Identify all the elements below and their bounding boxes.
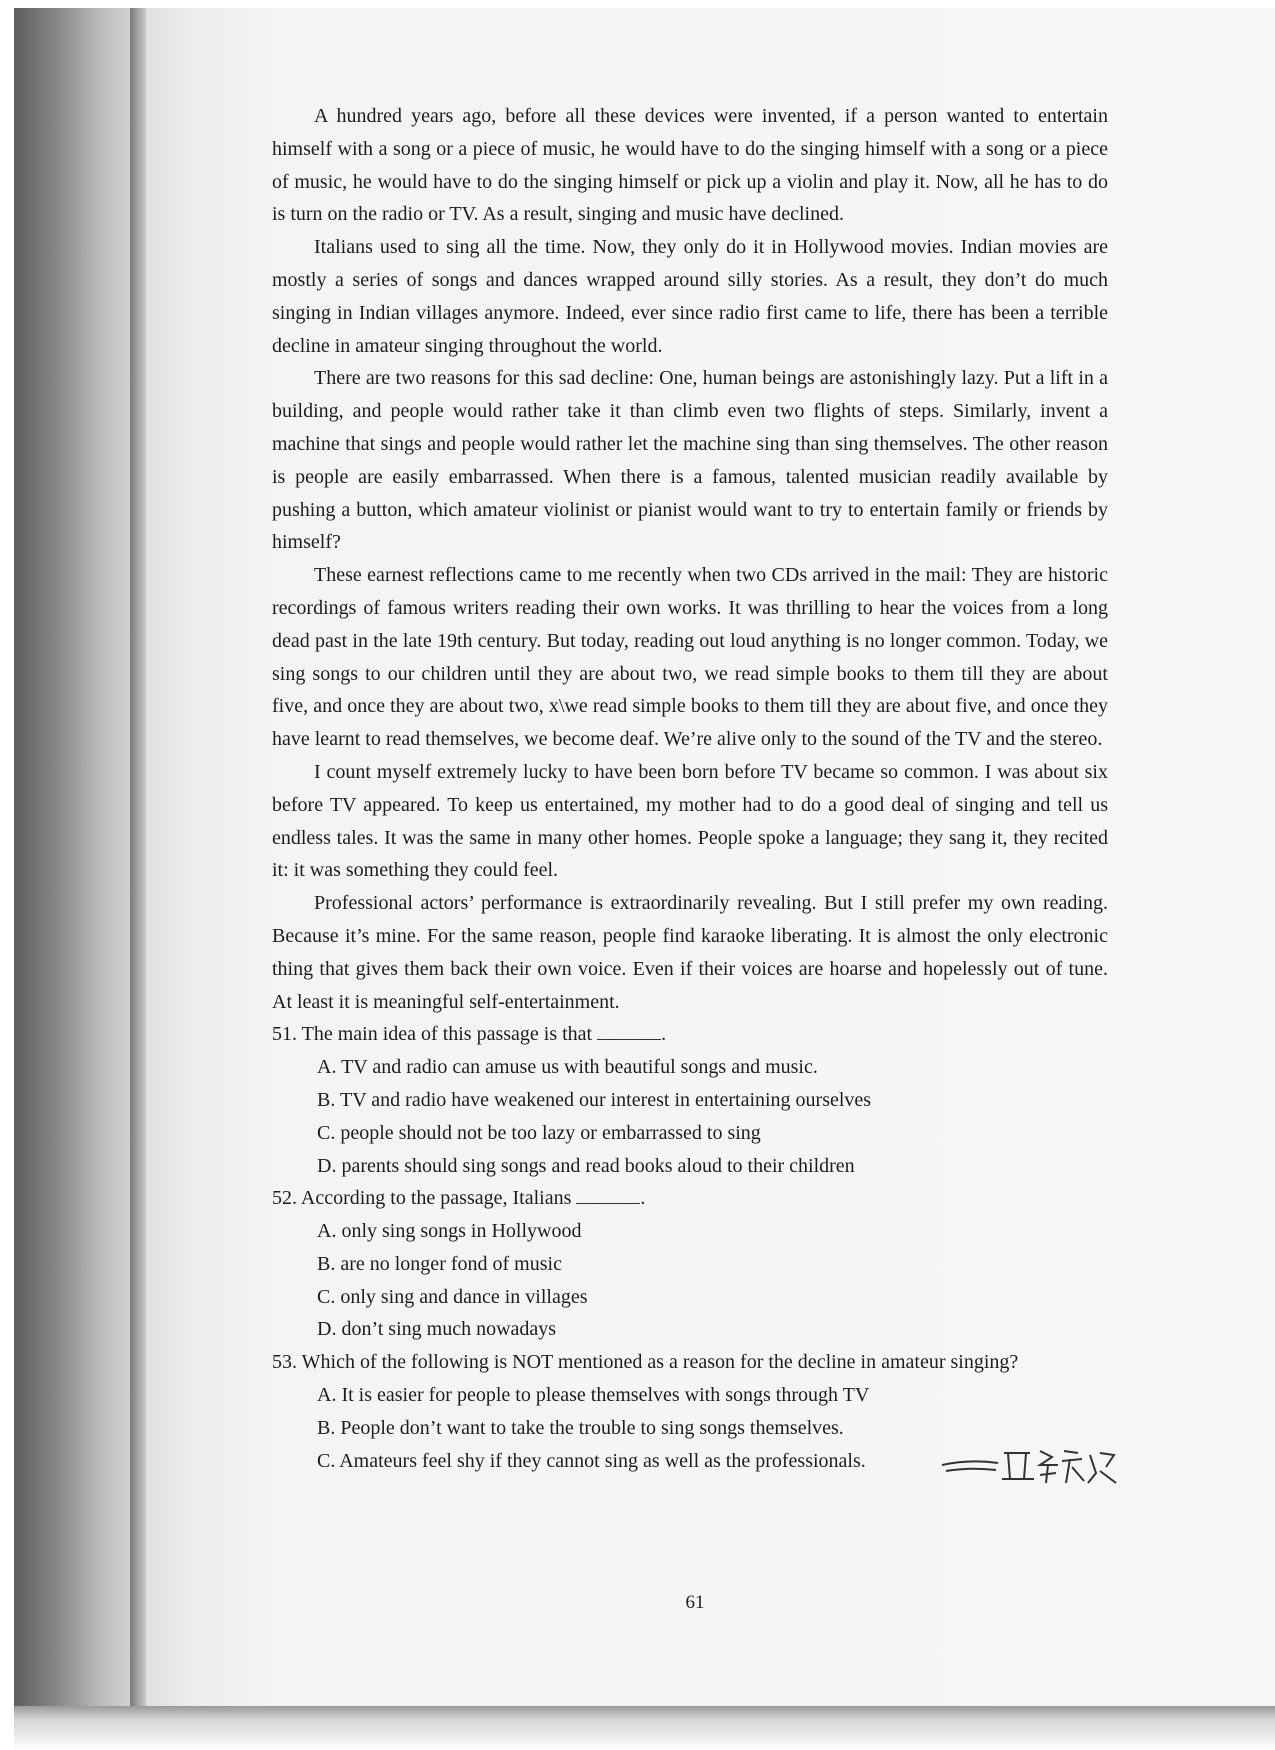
option-c: C. people should not be too lazy or embarrassed to sing: [317, 1121, 761, 1144]
passage-paragraph-3: There are two reasons for this sad decline: One, human beings are astonishingly lazy. Put a lift in a building, and people would rather take it than climb even two flights of steps. Similarly, invent a machine that sings and people would rather let the machine sing than sing themselves. The other reason is people are easily embarrassed. When there is a famous, talented musician readily available by pushing a button, which amateur violinist or pianist would want to try to entertain family or friends by himself?: [272, 367, 1108, 554]
handwritten-note: [940, 1443, 1120, 1489]
option-d: D. don’t sing much nowadays: [317, 1318, 557, 1341]
option-c: C. only sing and dance in villages: [317, 1285, 588, 1308]
passage-paragraph-2: Italians used to sing all the time. Now, they only do it in Hollywood movies. Indian movies are mostly a series of songs and dances wrapped around silly stories. As a result, they don’t do much singing in Indian villages anymore. Indeed, ever since radio first came to life, there has been a terrible decline in amateur singing throughout the world.: [272, 236, 1108, 357]
question-stem: [272, 1346, 1108, 1379]
page-number: 61: [685, 1592, 705, 1613]
scan-margin: [0, 0, 14, 1750]
option-a: A. It is easier for people to please themselves with songs through TV: [317, 1384, 870, 1407]
option-d: D. parents should sing songs and read books aloud to their children: [317, 1154, 855, 1177]
option-b: B. TV and radio have weakened our interest in entertaining ourselves: [317, 1088, 872, 1111]
question-stem-end: .: [661, 1023, 667, 1046]
option-c: C. Amateurs feel shy if they cannot sing as well as the professionals.: [317, 1449, 866, 1472]
passage-paragraph-1: A hundred years ago, before all these devices were invented, if a person wanted to entertain himself with a song or a piece of music, he would have to do the singing himself with a song or a piece of music, he would have to do the singing himself or pick up a violin and play it. Now, all he has to do is turn on the radio or TV. As a result, singing and music have declined.: [272, 105, 1108, 226]
answer-blank: [576, 1187, 640, 1204]
page-fold: [130, 8, 146, 1708]
answer-blank: [597, 1023, 661, 1040]
question-stem-text: 51. The main idea of this passage is that: [272, 1023, 593, 1046]
book-binding-shadow: [14, 8, 144, 1708]
reading-passage: [272, 100, 1108, 1477]
passage-paragraph-5: I count myself extremely lucky to have been born before TV became so common. I was about six before TV appeared. To keep us entertained, my mother had to do a good deal of singing and tell us endless tales. It was the same in many other homes. People spoke a language; they sang it, they recited it: it was something they could feel.: [272, 760, 1108, 882]
question-stem-text: 52. According to the passage, Italians: [272, 1187, 572, 1210]
option-b: B. People don’t want to take the trouble to sing songs themselves.: [317, 1416, 844, 1439]
option-b: B. are no longer fond of music: [317, 1252, 562, 1275]
question-stem-text: 53. Which of the following is NOT mentioned as a reason for the decline in amateur singing?: [272, 1351, 1019, 1374]
option-a: A. only sing songs in Hollywood: [317, 1220, 582, 1243]
passage-paragraph-4: These earnest reflections came to me recently when two CDs arrived in the mail: They are historic recordings of famous writers reading their own works. It was thrilling to hear the voices from a long dead past in the late 19th century. But today, reading out loud anything is no longer common. Today, we sing songs to our children until they are about two, we read simple books to them till they are about five, and once they are about two, x\we read simple books to them till they are about five, and once they have learnt to read themselves, we become deaf. We’re alive only to the sound of the TV and the stereo.: [272, 564, 1108, 751]
question-51: [272, 1018, 1108, 1182]
question-stem: [272, 1018, 1108, 1051]
question-stem: [272, 1182, 1108, 1215]
option-a: A. TV and radio can amuse us with beautiful songs and music.: [317, 1056, 818, 1079]
question-52: [272, 1182, 1108, 1346]
page-bottom-edge: [14, 1706, 1275, 1750]
question-stem-end: .: [640, 1187, 646, 1210]
passage-paragraph-6: Professional actors’ performance is extraordinarily revealing. But I still prefer my own reading. Because it’s mine. For the same reason, people find karaoke liberating. It is almost the only electronic thing that gives them back their own voice. Even if their voices are hoarse and hopelessly out of tune. At least it is meaningful self-entertainment.: [272, 892, 1108, 1013]
